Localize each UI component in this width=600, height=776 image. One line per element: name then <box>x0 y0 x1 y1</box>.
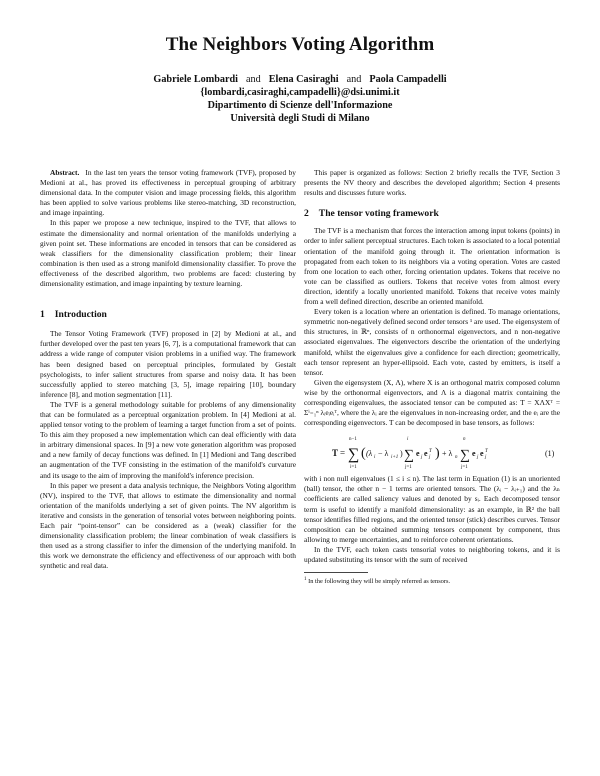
svg-text:(λ: (λ <box>366 449 373 459</box>
svg-text:e: e <box>424 449 428 459</box>
svg-text:i: i <box>407 437 409 443</box>
footnote-area <box>304 572 560 586</box>
svg-text:∑: ∑ <box>348 446 360 464</box>
department: Dipartimento di Scienze dell'Informazione <box>207 100 393 111</box>
svg-text:): ) <box>435 446 440 462</box>
equation-number: (1) <box>545 449 555 459</box>
footnote-rule <box>304 572 368 573</box>
author-separator: and <box>346 74 362 85</box>
intro-paragraph-1: The Tensor Voting Framework (TVF) proposed in [2] by Medioni at al., and further developed over the past ten years [6, 7], is a computational framework that can address a wide range of computer vision problems in a unified way. The framework has been designed based on perceptual principles, formulated by Gestalt psychologists, to infer salient structures from sparse and noisy data. It has been successfully applied to stereo matching [3, 5], image repairing [10], boundary inference [8], and motion segmentation [11]. <box>40 329 296 399</box>
abstract-paragraph <box>40 168 296 218</box>
section-title: The tensor voting framework <box>318 208 439 220</box>
abstract-label: Abstract. <box>50 168 80 177</box>
footnote-mark: 1 <box>304 577 307 583</box>
section-number: 2 <box>304 208 309 220</box>
svg-text:i: i <box>374 455 376 461</box>
author-name: Elena Casiraghi <box>268 74 339 85</box>
svg-text:=: = <box>340 448 346 459</box>
abstract-paragraph-2: In this paper we propose a new technique, inspired to the TVF, that allows to estimate the dimensionality and normal orientation of the manifolds underlying a given point set. These informations are encoded in tensors that can be considered as weak classifiers for the dimensionality classification problem; their linear combination is then used as a strong manifold dimensionality classifier. To prove the effectiveness of the described algorithm, two problems are faced: clustering by dimensionality estimation, and image inpainting by texture learning. <box>40 218 296 289</box>
tvf-paragraph-1: The TVF is a mechanism that forces the interaction among input tokens (points) in order to infer salient perceptual structures. Each token is associated to a local potential orientation of the manifold going through it. The orientation information is propagated from each token to its neighbors via a voting operation. Votes are casted from one location to each other, forcing orientation updates. Tokens that receive no vote can be classified as outliers. Tokens that receive votes from almost every direction, identify a locally unoriented manifold. Tokens that receive votes mainly from a well defined direction, describe an oriented manifold. <box>304 226 560 307</box>
intro-paragraph-2: The TVF is a general methodology suitable for problems of any dimensionality that can be formulated as a perceptual organization problem. In [4] Medioni at al. applied tensor voting to the problem of learning a target function from a set of points. To this aim they proposed a new implementation which can deal efficiently with data in arbitrary dimensional spaces. In [9] a new vote generation algorithm was proposed and a new family of decay functions was defined. In [1] Medioni and Tang described an augmentation of the TVF consisting in the estimation of the manifold's curvature and its usage to the aim of improving the manifold's inference precision. <box>40 399 296 480</box>
author-name: Paola Campadelli <box>369 74 447 85</box>
svg-text:e: e <box>416 449 420 459</box>
svg-text:j: j <box>485 455 487 461</box>
author-list <box>0 73 600 86</box>
svg-text:− λ: − λ <box>378 449 389 459</box>
section-heading-introduction <box>40 310 296 320</box>
tvf-paragraph-3: Given the eigensystem (X, Λ), where X is an orthogonal matrix composed column wise by the orthonormal eigenvectors, and Λ is a diagonal matrix containing the corresponding eigenvalues, the associated tensor can be computed as: T = XΛXᵀ = Σⁱ₌₁ⁿ λᵢeᵢeᵢᵀ, where the λᵢ are the eigenvalues in non-increasing order, and the eᵢ are the corresponding eigenvectors. T can be decomposed in base tensors, as follows: <box>304 377 560 428</box>
svg-text:∑: ∑ <box>404 448 414 464</box>
svg-text:e: e <box>480 449 484 459</box>
equation-1 <box>304 432 560 472</box>
svg-text:j: j <box>429 455 431 461</box>
svg-text:n: n <box>455 455 458 461</box>
equation-formula <box>304 432 560 472</box>
svg-text:T: T <box>332 448 339 459</box>
svg-text:j=1: j=1 <box>461 465 468 471</box>
footnote-text: In the following they will be simply referred as tensors. <box>308 578 451 586</box>
svg-text:): ) <box>400 449 403 459</box>
footnote <box>304 576 560 586</box>
section-number: 1 <box>40 309 45 321</box>
svg-text:∑: ∑ <box>460 448 470 464</box>
paper-header <box>0 34 600 125</box>
author-emails: {lombardi,casiraghi,campadelli}@dsi.unimi.it <box>200 87 400 98</box>
left-column <box>40 168 296 571</box>
svg-text:+ λ: + λ <box>442 449 453 459</box>
svg-text:j: j <box>477 455 479 461</box>
tvf-paragraph-5: In the TVF, each token casts tensorial votes to neighboring tokens, and it is updated substituting its tensor with the sum of received <box>304 544 560 564</box>
abstract-text: In the last ten years the tensor voting framework (TVF), proposed by Medioni at al., has proved its effectiveness in perceptual grouping of arbitrary dimensional data. In the computer vision and image processing fields, this algorithm has been applied to solve various problems like stereo-matching, 3D reconstruction, and image inpainting. <box>40 168 296 218</box>
tvf-paragraph-4: with i non null eigenvalues (1 ≤ i ≤ n). The last term in Equation (1) is an unoriented (ball) tensor, the other n − 1 terms are oriented tensors. The (λᵢ − λᵢ₊₁) and the λₙ coefficients are called saliency values and denoted by sᵢ. Each decomposed tensor term is useful to identify a manifold dimensionality: as an example, in ℝ² the ball tensor identifies filled regions, and the oriented tensor (stick) describes curves. Tensor composition can be obtained summing tensors component by component, thus allowing to merge uncertainties, and to reinforce coherent orientations. <box>304 474 560 544</box>
section-heading-tensor-voting <box>304 209 560 219</box>
svg-text:n: n <box>463 437 466 443</box>
section-title: Introduction <box>54 309 107 321</box>
svg-text:j=1: j=1 <box>405 465 412 471</box>
tvf-paragraph-2: Every token is a location where an orientation is defined. To manage orientations, symmetric non-negatively defined second order tensors ¹ are used. The eigensystem of this structures, in ℝⁿ, consists of n orthonormal eigenvectors, and n non-negative associated eigenvalues. The eigenvectors describe the orientation of the underlying manifold, whilst the eigenvalues give a confidence for each direction; geometrically, each tensor represent an hyper-ellipsoid. Each vote, casted by emitters, is itself a tensor. <box>304 307 560 377</box>
author-name: Gabriele Lombardi <box>153 74 238 85</box>
author-separator: and <box>246 74 261 85</box>
svg-text:i=1: i=1 <box>350 465 357 471</box>
svg-text:i+1: i+1 <box>391 455 399 461</box>
svg-text:T: T <box>485 449 488 455</box>
svg-text:T: T <box>429 449 432 455</box>
svg-text:(: ( <box>361 446 366 462</box>
paper-title: The Neighbors Voting Algorithm <box>165 34 435 55</box>
organization-paragraph: This paper is organized as follows: Section 2 briefly recalls the TVF, Section 3 presents the NV theory and describes the developed algorithm; Section 4 presents results and discusses future works. <box>304 168 560 198</box>
svg-text:j: j <box>421 455 423 461</box>
intro-paragraph-3: In this paper we present a data analysis technique, the Neighbors Voting algorithm (NV), inspired to the TVF, that allows to estimate the dimensionality and normal orientation of the manifolds underlying a set of given points. The NV algorithm is iterative and consists in the generation of tensorial votes between neighboring points. Each pair “point-tensor” can be considered as a (weak) classifier for the dimensionality classification problem; the linear combination of weak classifiers is then used as a strong classifier to infer the dimension of the underlying manifold. In this work we demonstrate the efficiency and effectiveness of our approach with both synthetic and real data. <box>40 480 296 571</box>
right-column <box>304 168 560 586</box>
university: Università degli Studi di Milano <box>230 113 370 124</box>
svg-text:e: e <box>472 449 476 459</box>
svg-text:n−1: n−1 <box>349 437 357 443</box>
